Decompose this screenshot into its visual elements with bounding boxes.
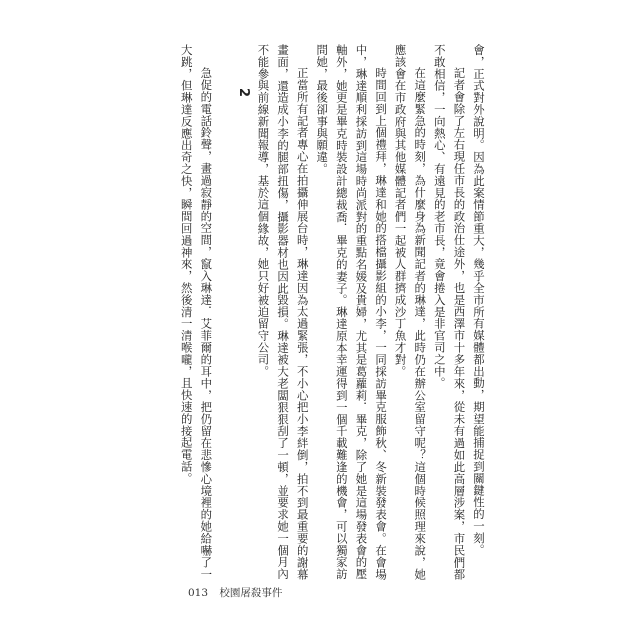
body-text xyxy=(128,44,488,580)
page-number: 013 xyxy=(188,587,209,599)
paragraph-5: 正當所有記者專心在拍攝伸展台時，琳達因為太過緊張，不小心把小李絆倒，拍不到最重要的謝幕畫面，還造成小李的腿部扭傷，攝影器材也因此毀損。琳達被大老闆狠狠刮了一頓，並要求她一個月內不能參與前線新聞報導，基於這個緣故，她只好被迫留守公司。 xyxy=(256,44,310,580)
book-title: 校園屠殺事件 xyxy=(219,587,283,599)
chapter-number: 2 xyxy=(235,88,251,98)
paragraph-2: 記者會除了左右現任市長的政治仕途外，也是西澤市十多年來，從未有過如此高層涉案，市民們都不敢相信，一向熱心、有遠見的老市長，竟會捲入是非官司之中。 xyxy=(432,44,467,580)
page-footer xyxy=(188,585,282,600)
paragraph-6: 急促的電話鈴聲，畫過寂靜的空間，竄入琳達．艾菲爾的耳中，把仍留在悲慘心境裡的她給嚇了一大跳，但琳達反應出奇之快，瞬間回過神來，然後清一清喉嚨，且快速的接起電話。 xyxy=(179,44,214,580)
paragraph-4: 時間回到上個禮拜，琳達和她的搭檔攝影組的小李，一同採訪畢克服飾秋、冬新裝發表會。在會場中，琳達順利採訪到這場時尚派對的重點名媛及貴婦，尤其是葛蘿莉．畢克，除了她是這場發表會的壓軸外，她更是畢克時裝設計總裁喬．畢克的妻子。琳達原本幸運得到一個千載難逢的機會，可以獨家訪問她，最後卻事與願違。 xyxy=(315,44,389,580)
paragraph-3: 在這麼緊急的時刻，為什麼身為新聞記者的琳達，此時仍在辦公室留守呢？這個時候照理來說，她應該會在市政府與其他媒體記者們一起被人群擠成沙丁魚才對。 xyxy=(393,44,428,580)
paragraph-1: 會，正式對外說明。因為此案情節重大，幾乎全市所有媒體都出動，期望能捕捉到關鍵性的一刻。 xyxy=(472,44,486,556)
